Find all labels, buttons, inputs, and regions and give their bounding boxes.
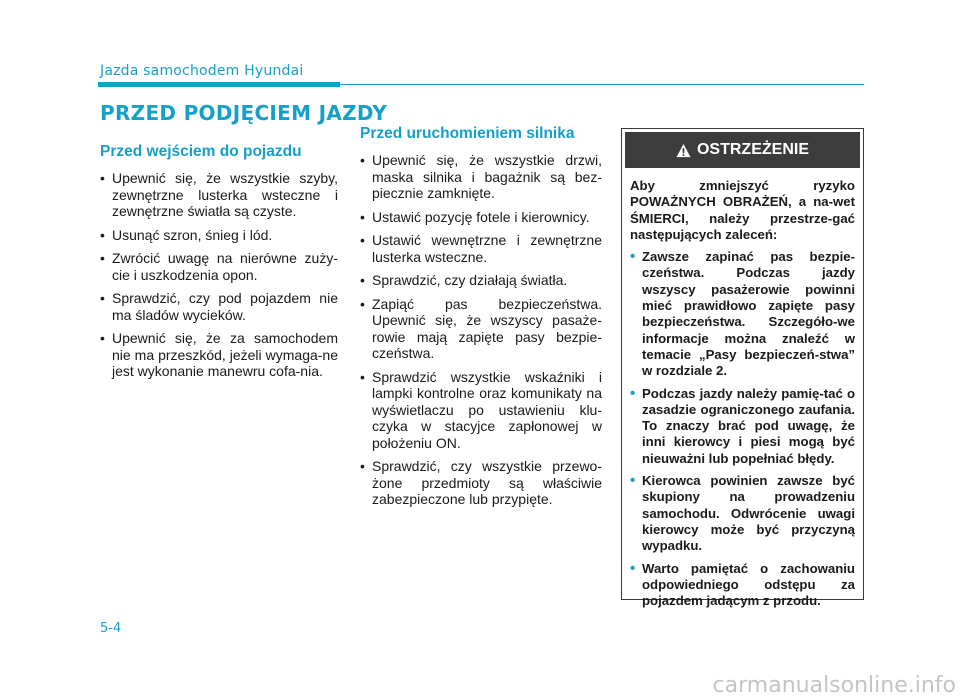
warning-title: OSTRZEŻENIE	[696, 141, 809, 158]
list-item: • Warto pamiętać o zachowaniu odpowiedniego odstępu za pojazdem jadącym z przodu.	[630, 561, 855, 610]
list-item: • Upewnić się, że wszystkie szyby, zewnętrzne lusterka wsteczne i zewnętrzne światła są czyste.	[100, 170, 338, 220]
list-item: • Zapiąć pas bezpieczeństwa. Upewnić się, że wszyscy pasaże-rowie mają zapięte pasy bezpie-czeństwa.	[360, 296, 602, 362]
section-label: Jazda samochodem Hyundai	[100, 63, 304, 79]
list-item: • Ustawić pozycję fotele i kierownicy.	[360, 209, 602, 226]
list-item: • Kierowca powinien zawsze być skupiony na prowadzeniu samochodu. Odwrócenie uwagi kierowcy może być przyczyną wypadku.	[630, 473, 855, 554]
warning-intro: Aby zmniejszyć ryzyko POWAŻNYCH OBRAŻEŃ, a na-wet ŚMIERCI, należy przestrze-gać następujących zaleceń:	[630, 178, 855, 242]
page-number: 5-4	[100, 621, 122, 636]
warning-list	[630, 249, 855, 609]
warning-body	[622, 171, 863, 609]
header-rule-thick	[98, 82, 340, 87]
warning-triangle-icon	[676, 143, 691, 158]
left-column-list	[100, 170, 338, 380]
middle-column-list	[360, 152, 602, 508]
middle-column	[360, 125, 602, 515]
list-item: • Upewnić się, że wszystkie drzwi, maska silnika i bagażnik są bez-piecznie zamknięte.	[360, 152, 602, 202]
header-rule-thin	[340, 84, 864, 85]
middle-column-heading: Przed uruchomieniem silnika	[360, 125, 575, 142]
list-item: • Ustawić wewnętrzne i zewnętrzne lusterka wsteczne.	[360, 232, 602, 265]
watermark: carmanualsonline.info	[712, 673, 956, 698]
list-item: • Zwrócić uwagę na nierówne zuży-cie i uszkodzenia opon.	[100, 250, 338, 283]
list-item: • Upewnić się, że za samochodem nie ma przeszkód, jeżeli wymaga-ne jest wykonanie manewru cofa-nia.	[100, 330, 338, 380]
list-item: • Sprawdzić, czy pod pojazdem nie ma śladów wycieków.	[100, 290, 338, 323]
list-item: • Sprawdzić wszystkie wskaźniki i lampki kontrolne oraz komunikaty na wyświetlaczu po ustawieniu klu-czyka w stacyjce zapłonowej w położeniu ON.	[360, 369, 602, 452]
chapter-title: PRZED PODJĘCIEM JAZDY	[100, 101, 388, 125]
list-item: • Usunąć szron, śnieg i lód.	[100, 227, 338, 244]
warning-box	[621, 128, 864, 609]
left-column	[100, 143, 338, 387]
warning-header	[625, 132, 860, 168]
list-item: • Sprawdzić, czy wszystkie przewo-żone przedmioty są właściwie zabezpieczone lub przypięte.	[360, 458, 602, 508]
left-column-heading: Przed wejściem do pojazdu	[100, 143, 302, 160]
list-item: • Podczas jazdy należy pamię-tać o zasadzie ograniczonego zaufania. To znaczy brać pod uwagę, że inni kierowcy i piesi mogą być nieuważni lub popełniać błędy.	[630, 386, 855, 467]
list-item: • Sprawdzić, czy działają światła.	[360, 272, 602, 289]
list-item: • Zawsze zapinać pas bezpie-czeństwa. Podczas jazdy wszyscy pasażerowie powinni mieć prawidłowo zapięte pasy bezpieczeństwa. Szczegóło-we informacje można znaleźć w temacie „Pasy bezpieczeń-stwa” w rozdziale 2.	[630, 249, 855, 379]
